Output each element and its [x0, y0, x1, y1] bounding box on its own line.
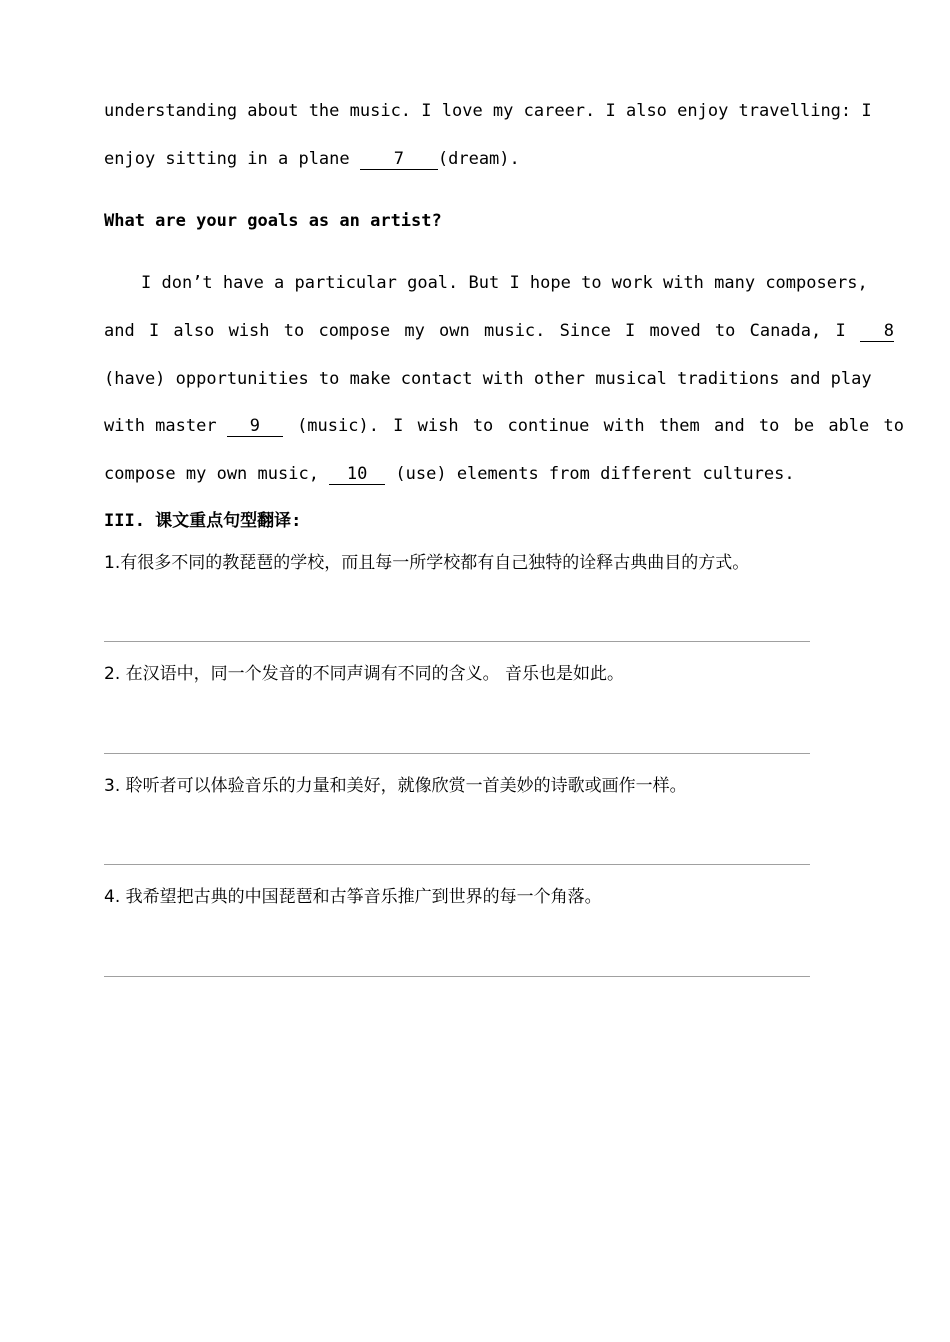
passage-text: (music). I wish to continue with them and to be able to [282, 416, 904, 436]
passage-line [104, 319, 894, 343]
translation-item [104, 551, 846, 575]
passage-line [104, 414, 904, 438]
translation-item [104, 885, 846, 909]
passage-text: (dream). [437, 149, 520, 169]
fill-blank-9[interactable]: 9 [227, 416, 283, 437]
passage-text: understanding about the music. I love my career. I also enjoy travelling: I [104, 101, 872, 121]
passage-line [104, 367, 872, 391]
answer-line[interactable] [104, 753, 810, 754]
translation-prompt: 3. 聆听者可以体验音乐的力量和美好，就像欣赏一首美妙的诗歌或画作一样。 [104, 776, 687, 796]
passage-line [141, 271, 868, 295]
passage-line [104, 462, 846, 486]
translation-prompt: 2. 在汉语中，同一个发音的不同声调有不同的含义。 音乐也是如此。 [104, 664, 625, 684]
passage-text: I don’t have a particular goal. But I hope to work with many composers, [141, 273, 868, 293]
fill-blank-7[interactable]: 7 [360, 149, 438, 170]
passage-line [104, 99, 872, 123]
passage-text: compose my own music, [104, 464, 330, 484]
passage-text: enjoy sitting in a plane [104, 149, 360, 169]
passage-text: (have) opportunities to make contact with other musical traditions and play [104, 369, 872, 389]
section-title: III. 课文重点句型翻译: [104, 511, 302, 531]
translation-prompt: 4. 我希望把古典的中国琵琶和古筝音乐推广到世界的每一个角落。 [104, 887, 602, 907]
passage-text: (use) elements from different cultures. [385, 464, 795, 484]
section-heading [104, 509, 846, 533]
question-heading [104, 209, 846, 233]
answer-line[interactable] [104, 864, 810, 865]
translation-item [104, 774, 846, 798]
fill-blank-8[interactable]: 8 [860, 321, 894, 342]
translation-item [104, 662, 846, 686]
passage-line [104, 147, 846, 171]
translation-prompt: 1.有很多不同的教琵琶的学校，而且每一所学校都有自己独特的诠释古典曲目的方式。 [104, 553, 750, 573]
question-text: What are your goals as an artist? [104, 211, 442, 231]
passage-text: with master [104, 416, 227, 436]
passage-text: and I also wish to compose my own music. Since I moved to Canada, I [104, 321, 860, 341]
answer-line[interactable] [104, 976, 810, 977]
fill-blank-10[interactable]: 10 [329, 464, 385, 485]
answer-line[interactable] [104, 641, 810, 642]
